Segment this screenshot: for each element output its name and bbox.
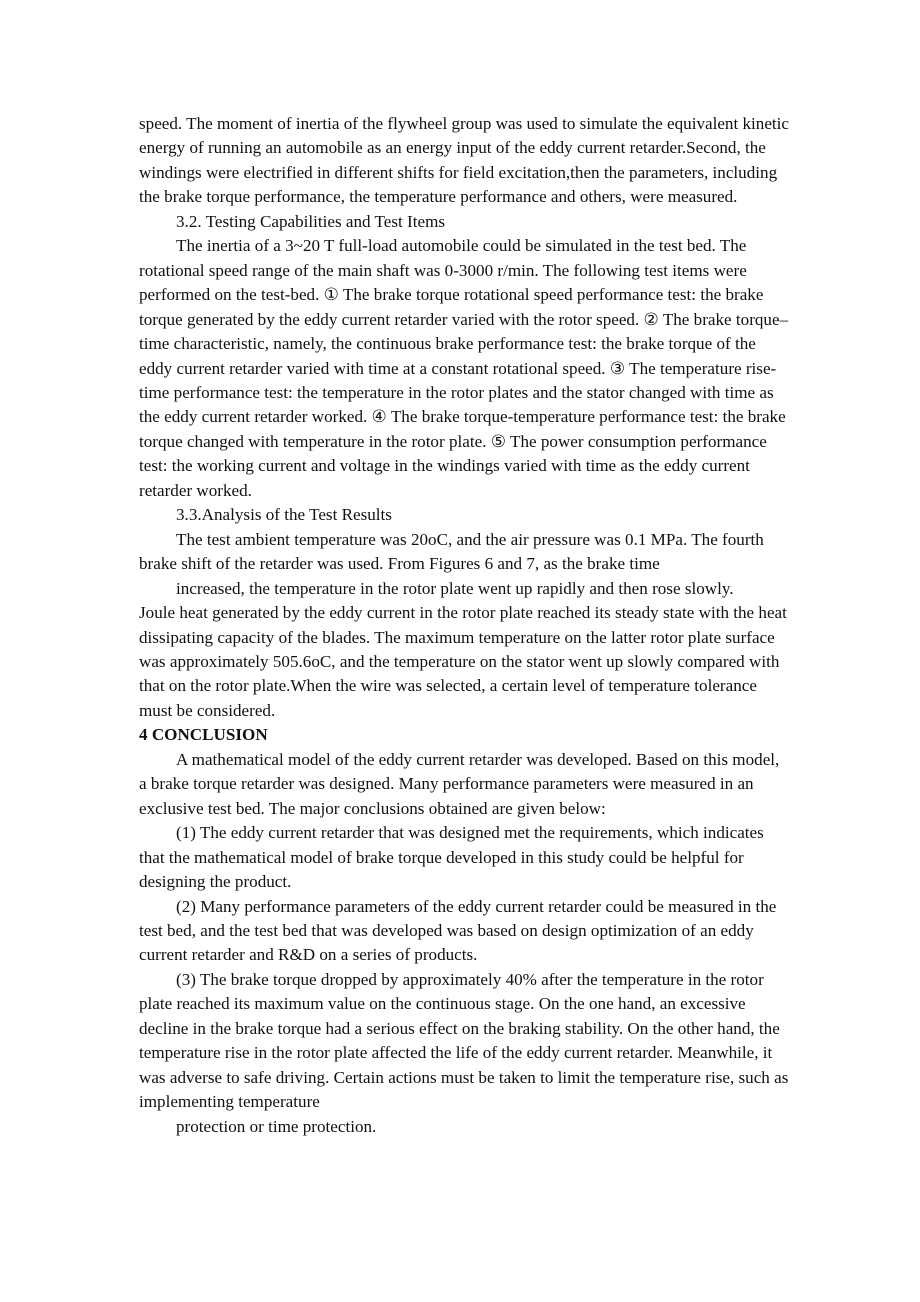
conclusion-item-1: (1) The eddy current retarder that was designed met the requirements, which indicates that the mathematical model of brake torque developed in this study could be helpful for designing the product.	[139, 823, 764, 892]
document-page	[139, 112, 789, 1139]
conclusion-intro: A mathematical model of the eddy current retarder was developed. Based on this model, a brake torque retarder was designed. Many performance parameters were measured in an exclusive test bed. The major conclusions obtained are given below:	[139, 749, 780, 818]
section-heading-3-2: 3.2. Testing Capabilities and Test Items	[176, 211, 446, 231]
paragraph-intro: speed. The moment of inertia of the flywheel group was used to simulate the equivalent kinetic energy of running an automobile as an energy input of the eddy current retarder.Second, the windings were electrified in different shifts for field excitation,then the parameters, including the brake torque performance, the temperature performance and others, were measured.	[139, 114, 790, 207]
section-heading-conclusion: 4 CONCLUSION	[139, 725, 268, 745]
conclusion-item-3: (3) The brake torque dropped by approximately 40% after the temperature in the rotor plate reached its maximum value on the continuous stage. On the one hand, an excessive decline in the brake torque had a serious effect on the braking stability. On the other hand, the temperature rise in the rotor plate affected the life of the eddy current retarder. Meanwhile, it was adverse to safe driving. Certain actions must be taken to limit the temperature rise, such as implementing temperature	[139, 969, 789, 1112]
paragraph-testing-capabilities: The inertia of a 3~20 T full-load automobile could be simulated in the test bed. The rotational speed range of the main shaft was 0-3000 r/min. The following test items were performed on the test-bed. ① The brake torque rotational speed performance test: the brake torque generated by the eddy current retarder varied with the rotor speed. ② The brake torque–time characteristic, namely, the continuous brake performance test: the brake torque of the eddy current retarder varied with time at a constant rotational speed. ③ The temperature rise-time performance test: the temperature in the rotor plates and the stator changed with time as the eddy current retarder worked. ④ The brake torque-temperature performance test: the brake torque changed with temperature in the rotor plate. ⑤ The power consumption performance test: the working current and voltage in the windings varied with time as the eddy current retarder worked.	[139, 236, 789, 500]
section-heading-3-3: 3.3.Analysis of the Test Results	[176, 505, 392, 525]
paragraph-analysis-line: increased, the temperature in the rotor plate went up rapidly and then rose slowly.	[176, 578, 734, 598]
conclusion-item-3-tail: protection or time protection.	[176, 1116, 377, 1136]
paragraph-analysis-b: Joule heat generated by the eddy current in the rotor plate reached its steady state with the heat dissipating capacity of the blades. The maximum temperature on the latter rotor plate surface was approximately 505.6oC, and the temperature on the stator went up slowly compared with that on the rotor plate.When the wire was selected, a certain level of temperature tolerance must be considered.	[139, 603, 787, 720]
conclusion-item-2: (2) Many performance parameters of the eddy current retarder could be measured in the test bed, and the test bed that was developed was based on design optimization of an eddy current retarder and R&D on a series of products.	[139, 896, 777, 965]
paragraph-analysis-a: The test ambient temperature was 20oC, and the air pressure was 0.1 MPa. The fourth brake shift of the retarder was used. From Figures 6 and 7, as the brake time	[139, 529, 764, 574]
